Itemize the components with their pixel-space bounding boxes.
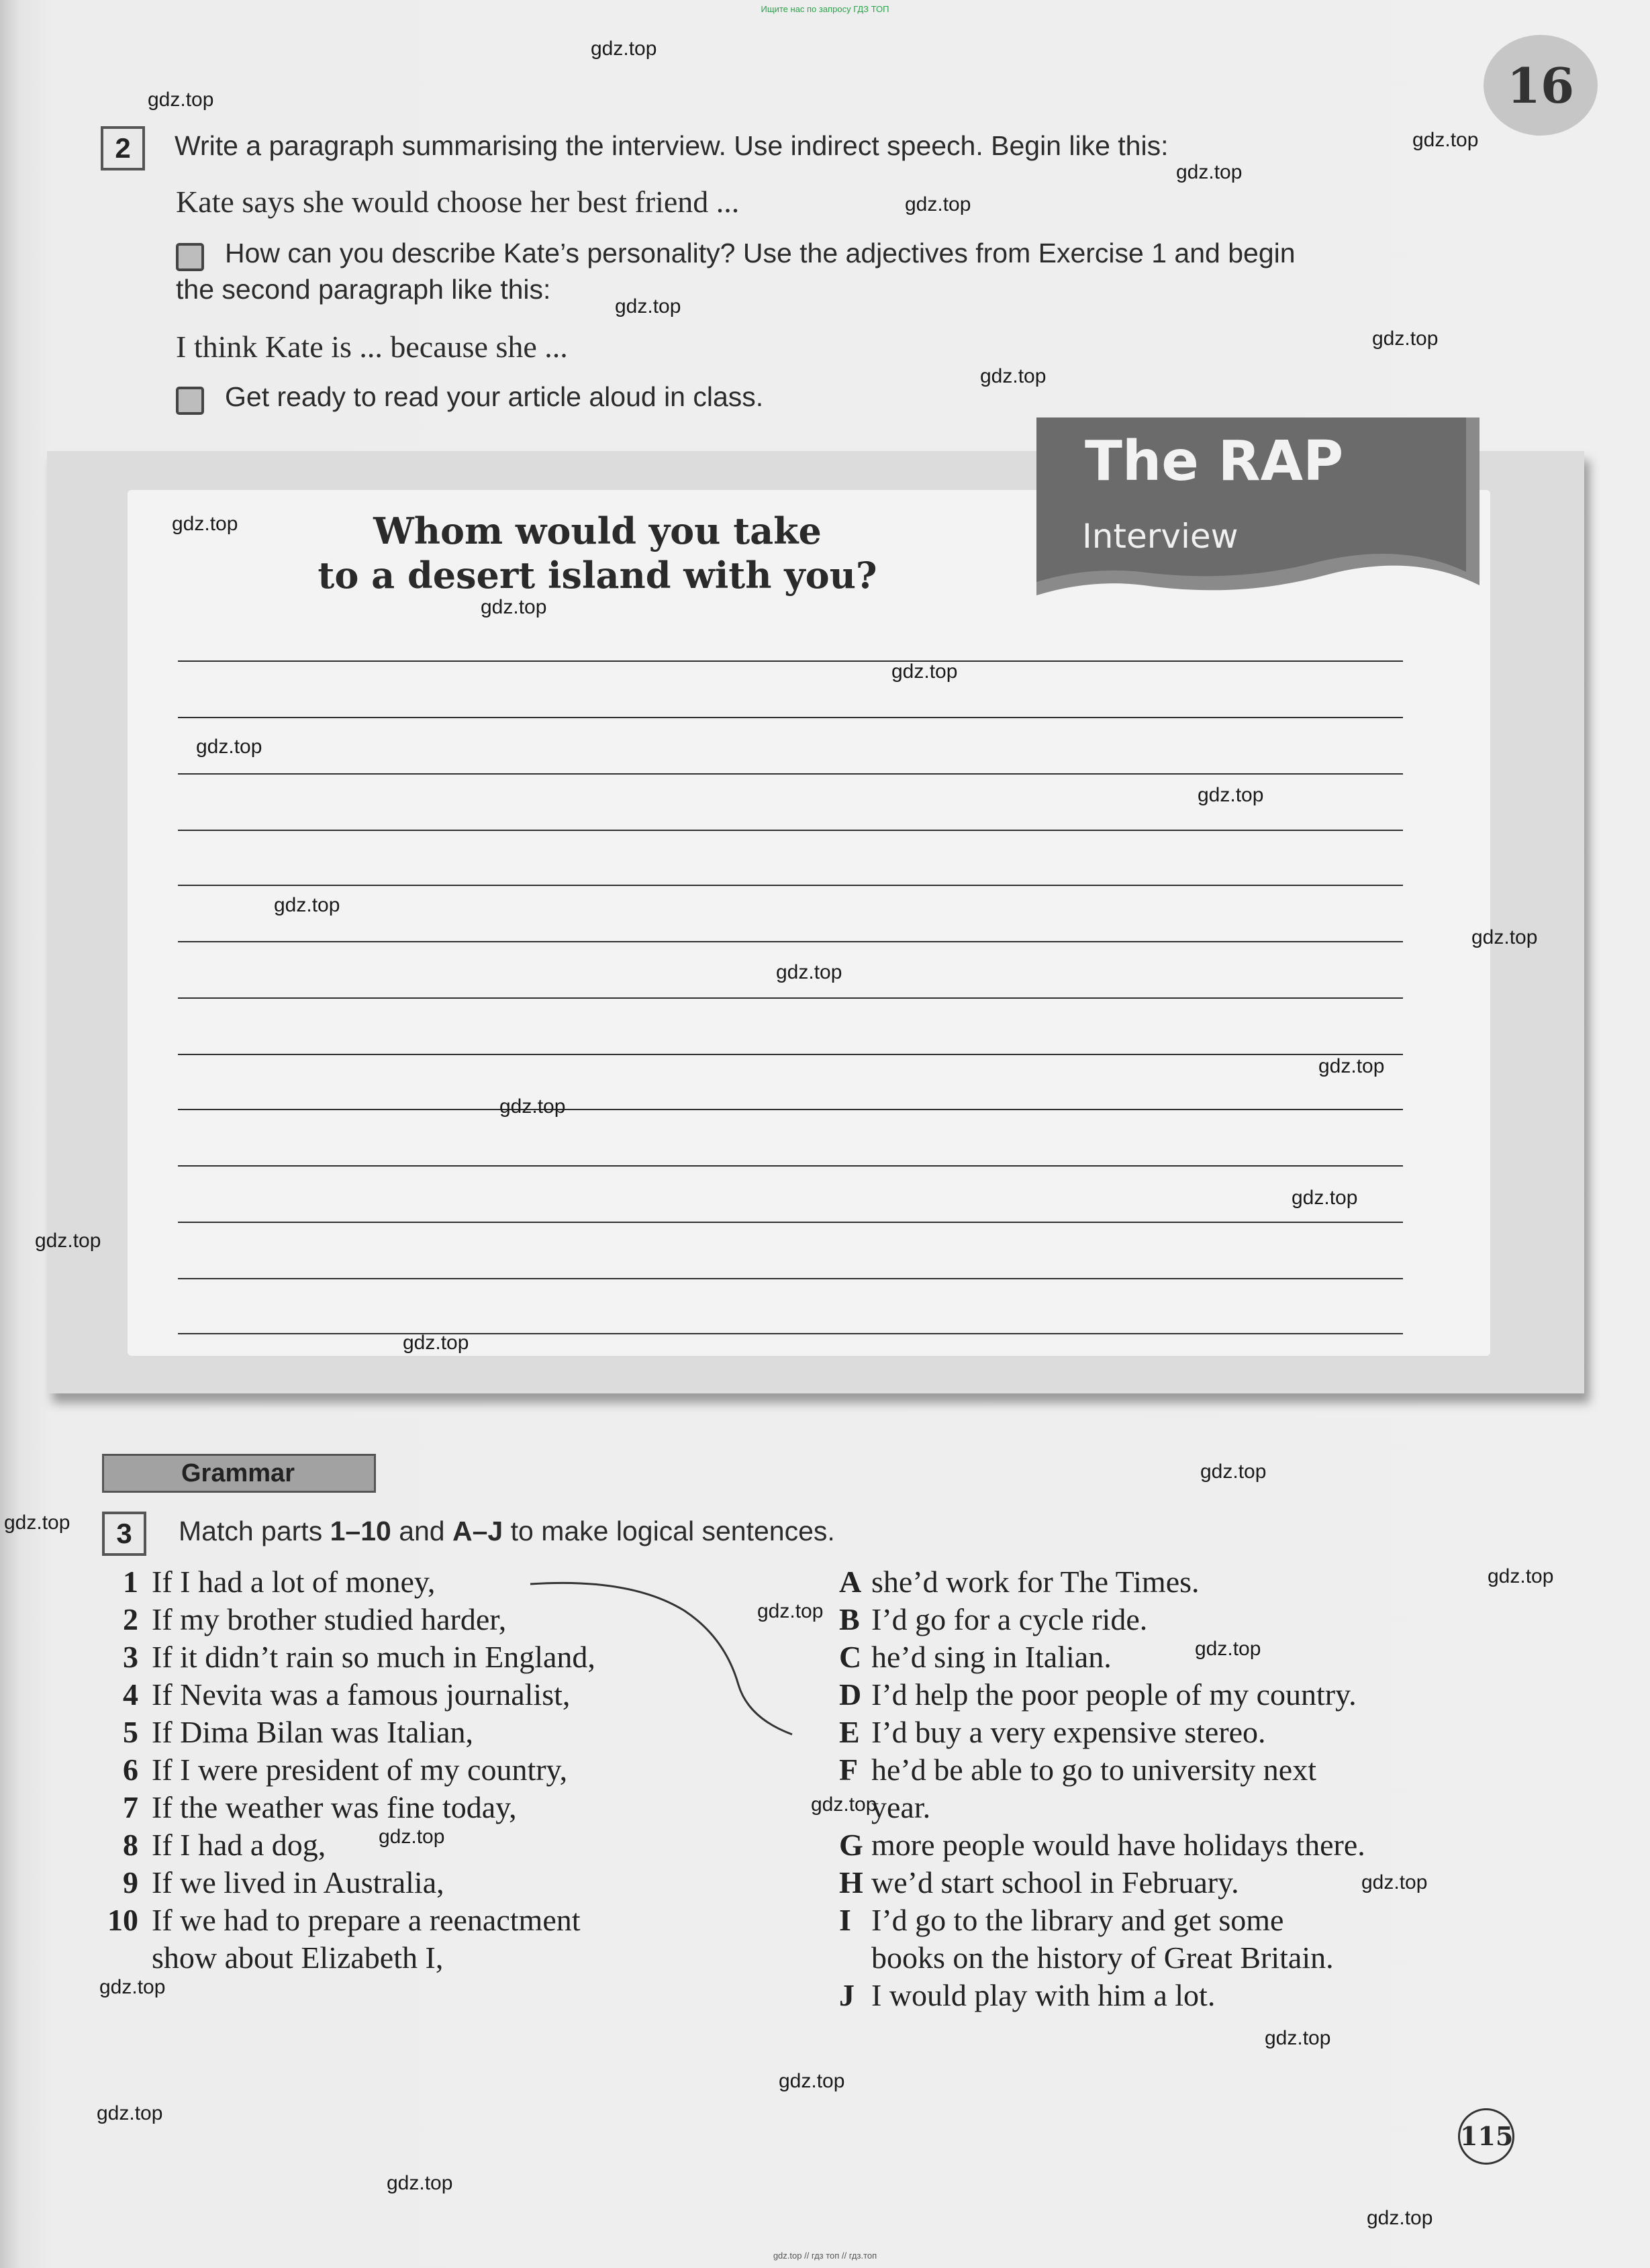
watermark-text: gdz.top (1198, 784, 1264, 806)
watermark-text: gdz.top (1412, 129, 1479, 151)
watermark-text: gdz.top (4, 1512, 70, 1534)
watermark-text: gdz.top (97, 2102, 163, 2124)
list-item: 10 If we had to prepare a reenactment (107, 1903, 581, 1937)
bottom-note: gdz.top // гдз топ // гдз.топ (773, 2251, 877, 2261)
list-item: show about Elizabeth I, (152, 1940, 444, 1975)
watermark-text: gdz.top (387, 2172, 453, 2194)
task-checkbox-1 (176, 243, 204, 271)
watermark-text: gdz.top (499, 1095, 566, 1118)
watermark-text: gdz.top (591, 38, 657, 60)
list-item: year. (871, 1790, 931, 1824)
watermark-text: gdz.top (1318, 1055, 1385, 1077)
exercise-3-number: 3 (102, 1512, 146, 1556)
list-item: F he’d be able to go to university next (839, 1753, 1317, 1787)
task-2-text: Get ready to read your article aloud in class. (225, 381, 764, 412)
list-item: 7 If the weather was fine today, (123, 1790, 517, 1824)
list-item: D I’d help the poor people of my country. (839, 1677, 1357, 1712)
watermark-text: gdz.top (615, 295, 681, 317)
list-item: 5 If Dima Bilan was Italian, (123, 1715, 474, 1749)
watermark-text: gdz.top (172, 513, 238, 535)
list-item: 1 If I had a lot of money, (123, 1565, 436, 1599)
watermark-text: gdz.top (403, 1332, 469, 1354)
watermark-text: gdz.top (379, 1826, 445, 1848)
rap-subtitle: Interview (1082, 517, 1239, 556)
watermark-text: gdz.top (1265, 2027, 1331, 2049)
exercise-2-instruction: Write a paragraph summarising the interview. Use indirect speech. Begin like this: (175, 130, 1169, 161)
list-item: C he’d sing in Italian. (839, 1640, 1112, 1674)
list-item: I I’d go to the library and get some (839, 1903, 1284, 1937)
starter-sentence-1: Kate says she would choose her best friend ... (176, 185, 740, 219)
list-item: books on the history of Great Britain. (871, 1940, 1334, 1975)
list-item: H we’d start school in February. (839, 1865, 1239, 1900)
list-item: B I’d go for a cycle ride. (839, 1602, 1148, 1636)
rap-title: The RAP (1085, 430, 1344, 493)
exercise-2-number: 2 (101, 126, 145, 170)
page-number: 115 (1458, 2108, 1514, 2165)
watermark-text: gdz.top (1488, 1565, 1554, 1587)
watermark-text: gdz.top (1200, 1461, 1267, 1483)
watermark-text: gdz.top (980, 365, 1047, 387)
list-item: 8 If I had a dog, (123, 1828, 326, 1862)
watermark-text: gdz.top (1367, 2207, 1433, 2229)
top-note: Ищите нас по запросу ГДЗ ТОП (761, 4, 889, 14)
watermark-text: gdz.top (905, 193, 971, 215)
question-title: Whom would you take to a desert island with you? (318, 509, 877, 597)
list-item: 9 If we lived in Australia, (123, 1865, 444, 1900)
watermark-text: gdz.top (148, 89, 214, 111)
list-item: A she’d work for The Times. (839, 1565, 1200, 1599)
writing-paper (128, 490, 1490, 1356)
watermark-text: gdz.top (891, 660, 958, 683)
watermark-text: gdz.top (481, 596, 547, 618)
unit-number-badge: 16 (1484, 35, 1598, 136)
list-item: 2 If my brother studied harder, (123, 1602, 507, 1636)
watermark-text: gdz.top (757, 1600, 824, 1622)
grammar-label: Grammar (102, 1454, 376, 1493)
watermark-text: gdz.top (1361, 1871, 1428, 1893)
task-1-text: How can you describe Kate’s personality? Use the adjectives from Exercise 1 and begin (225, 238, 1296, 268)
watermark-text: gdz.top (811, 1793, 877, 1816)
watermark-text: gdz.top (196, 736, 262, 758)
list-item: 3 If it didn’t rain so much in England, (123, 1640, 595, 1674)
watermark-text: gdz.top (1372, 328, 1439, 350)
watermark-text: gdz.top (1471, 926, 1538, 948)
task-checkbox-2 (176, 387, 204, 415)
exercise-3-instruction: Match parts 1–10 and A–J to make logical sentences. (179, 1516, 835, 1546)
list-item: 6 If I were president of my country, (123, 1753, 568, 1787)
watermark-text: gdz.top (99, 1976, 166, 1998)
task-1-continuation: the second paragraph like this: (176, 274, 551, 305)
list-item: G more people would have holidays there. (839, 1828, 1365, 1862)
watermark-text: gdz.top (779, 2070, 845, 2092)
watermark-text: gdz.top (1176, 161, 1243, 183)
list-item: J I would play with him a lot. (839, 1978, 1216, 2012)
list-item: 4 If Nevita was a famous journalist, (123, 1677, 571, 1712)
watermark-text: gdz.top (1195, 1638, 1261, 1660)
watermark-text: gdz.top (35, 1230, 101, 1252)
example-match-line (524, 1571, 819, 1738)
list-item: E I’d buy a very expensive stereo. (839, 1715, 1266, 1749)
starter-sentence-2: I think Kate is ... because she ... (176, 330, 568, 364)
watermark-text: gdz.top (1292, 1187, 1358, 1209)
watermark-text: gdz.top (776, 961, 842, 983)
watermark-text: gdz.top (274, 894, 340, 916)
